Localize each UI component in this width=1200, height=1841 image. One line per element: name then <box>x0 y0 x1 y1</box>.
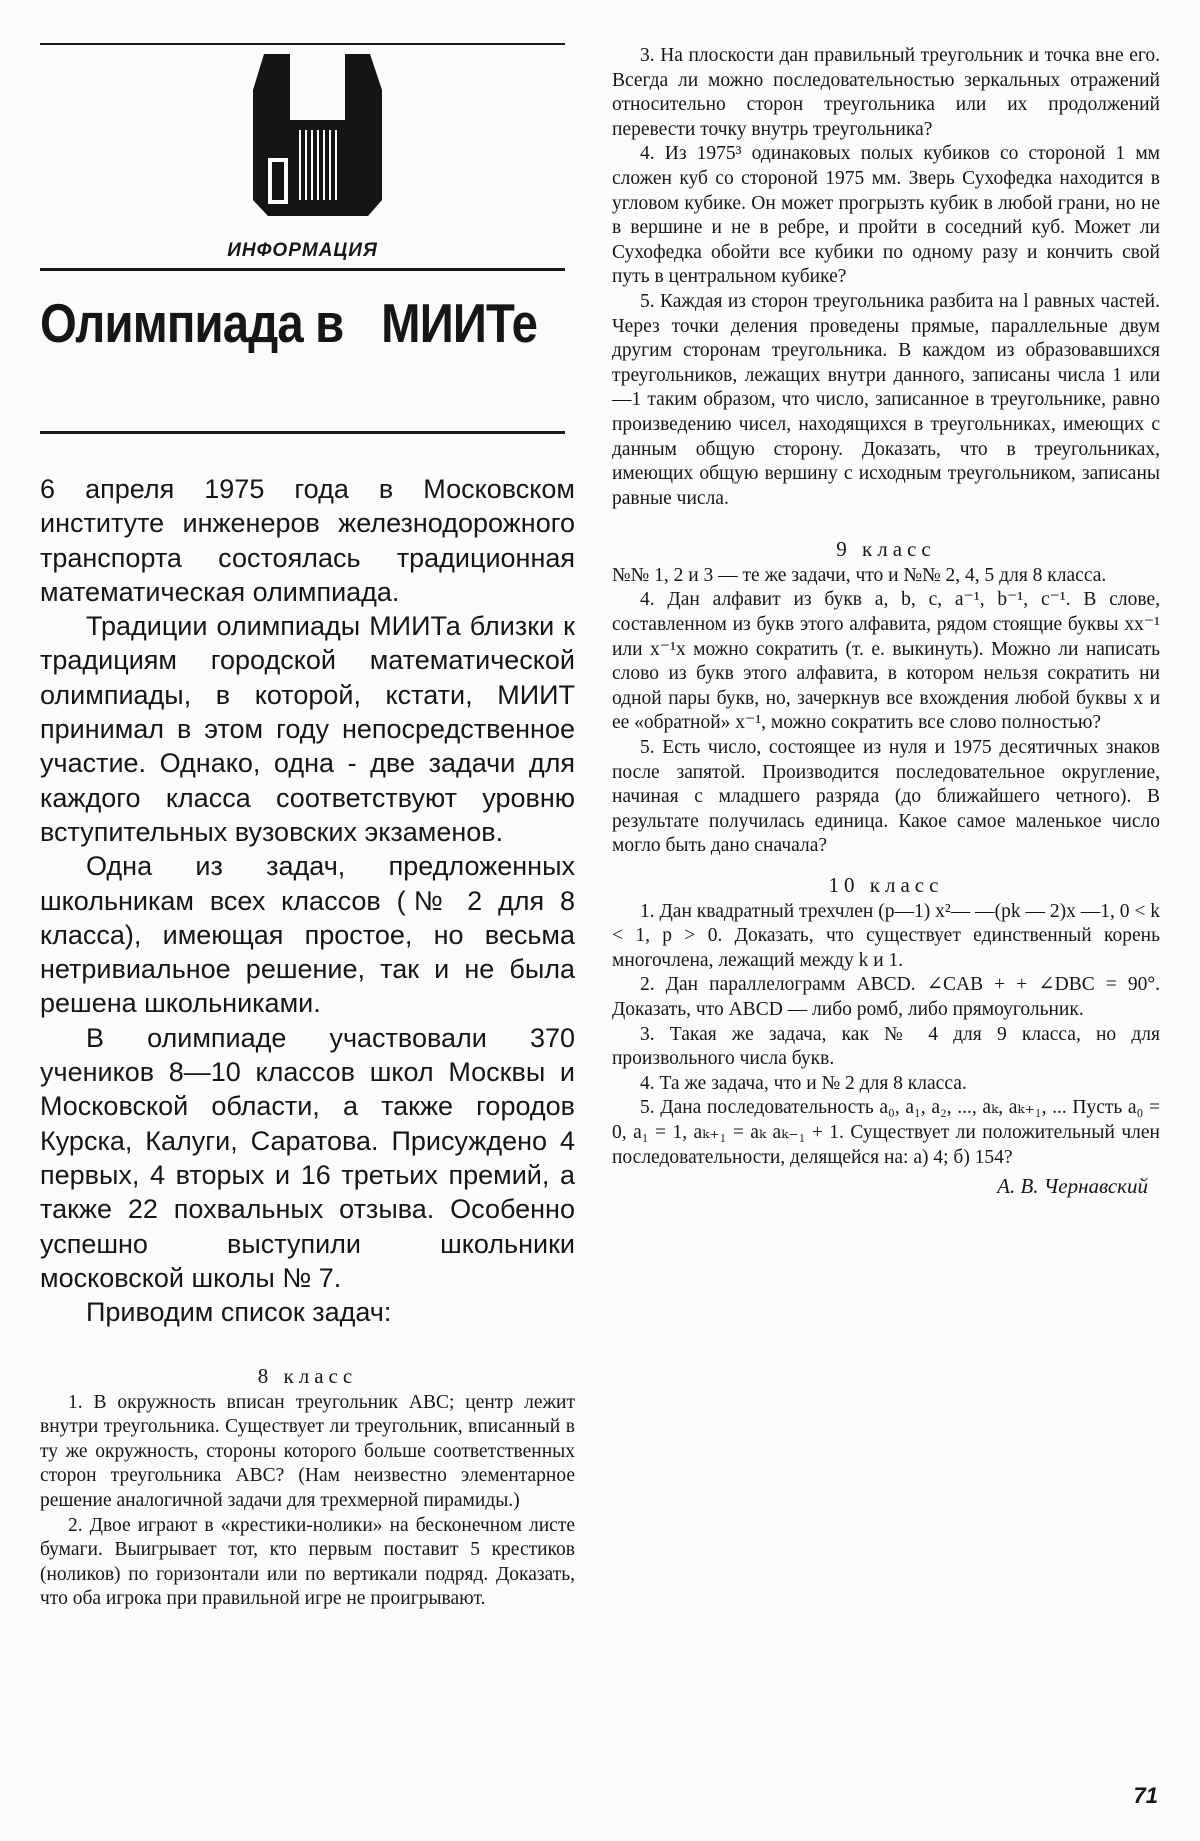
title-part1: Олимпиада в <box>40 292 344 354</box>
task-item: 5. Каждая из сторон треугольника разбита на l равных частей. Через точки деления проведены прямые, параллельные двум другим сторонам треугольника. В каждом из образовавшихся треугольников, лежащих внутри данного, записаны числа 1 или —1 таким образом, что число, записанное в треугольнике, равно произведению чисел, находящихся в треугольниках, имеющих с данным общую сторону. Доказать, что в треугольниках, имеющих общую вершину с исходным треугольником, записаны равные числа. <box>612 290 1160 509</box>
intro-paragraph: Одна из задач, предложенных школьникам всех классов (№ 2 для 8 класса), имеющая простое, но весьма нетривиальное решение, так и не была решена школьниками. <box>40 851 575 1019</box>
grade8-section <box>40 1358 575 1612</box>
task-item: 4. Та же задача, что и № 2 для 8 класса. <box>640 1072 967 1094</box>
task-item: 1. Дан квадратный трехчлен (p—1) x²— —(pk — 2)x —1, 0 < k < 1, p > 0. Доказать, что существует единственный корень многочлена, лежащий между k и 1. <box>612 900 1160 971</box>
section-label: ИНФОРМАЦИЯ <box>227 240 378 261</box>
task-item: 1. В окружность вписан треугольник ABC; центр лежит внутри треугольника. Существует ли треугольник, вписанный в ту же окружность, стороны которого больше соответственных сторон треугольника ABC? (Нам неизвестно элементарное решение аналогичной задачи для трехмерной пирамиды.) <box>40 1391 575 1511</box>
task-item: 2. Двое играют в «крестики-нолики» на бесконечном листе бумаги. Выигрывает тот, кто первым поставит 5 крестиков (ноликов) по горизонтали или по вертикали подряд. Доказать, что оба игрока при правильной игре не проигрывают. <box>40 1514 575 1610</box>
top-rule <box>40 43 565 45</box>
task-item: 3. На плоскости дан правильный треугольник и точка вне его. Всегда ли можно последовательностью зеркальных отражений относительно сторон треугольника или их продолжений перевести точку внутрь треугольника? <box>612 45 1160 140</box>
task-item: 2. Дан параллелограмм ABCD. ∠CAB + + ∠DBC = 90°. Доказать, что ABCD — либо ромб, либо прямоугольник. <box>612 974 1160 1020</box>
intro-text <box>40 472 575 1329</box>
task-item: 4. Дан алфавит из букв a, b, c, a⁻¹, b⁻¹, c⁻¹. В слове, составленном из букв этого алфавита, рядом стоящие буквы xx⁻¹ или x⁻¹x можно сократить (т. е. выкинуть). Можно ли написать слово из букв этого алфавита, в котором нельзя сократить ни одной пары букв, но, зачеркнув все вхождения любой буквы x и ее «обратной» x⁻¹, можно сократить все слово полностью? <box>612 589 1160 734</box>
stylized-letter-I-logo-icon <box>250 50 385 220</box>
right-column <box>612 44 1160 1199</box>
task-item: №№ 1, 2 и 3 — те же задачи, что и №№ 2, 4, 5 для 8 класса. <box>612 564 1107 586</box>
intro-paragraph: Приводим список задач: <box>86 1297 392 1328</box>
page-title <box>40 292 538 354</box>
task-item: 5. Есть число, состоящее из нуля и 1975 десятичных знаков после запятой. Производится последовательное округление, начиная с младшего разряда (до ближайшего четного). В результате получилась единица. Какое самое маленькое число могло быть дано сначала? <box>612 737 1160 857</box>
intro-paragraph: 6 апреля 1975 года в Московском институте инженеров железнодорожного транспорта состоялась традиционная математическая олимпиада. <box>40 474 575 607</box>
task-item: 5. Дана последовательность a₀, a₁, a₂, ..., aₖ, aₖ₊₁, ... Пусть a₀ = 0, a₁ = 1, aₖ₊₁ = aₖ aₖ₋₁ + 1. Существует ли положительный член последовательности, делящейся на: а) 4; б) 154? <box>612 1097 1160 1168</box>
task-item: 4. Из 1975³ одинаковых полых кубиков со стороной 1 мм сложен куб со стороной 1975 мм. Зверь Сухофедка находится в угловом кубике. Он может прогрызть кубик в любой грани, но не в вершине и не в ребре, и пройти в соседний куб. Может ли Сухофедка обойти все кубики по одному разу и кончить свой путь в центральном кубике? <box>612 143 1160 288</box>
title-rule <box>40 431 565 434</box>
intro-paragraph: Традиции олимпиады МИИТа близки к традициям городской математической олимпиады, в которой, кстати, МИИТ принимал в этом году непосредственное участие. Однако, одна - две задачи для каждого класса соответствуют уровню вступительных вузовских экзаменов. <box>40 611 575 847</box>
grade8-heading: 8 класс <box>257 1364 358 1388</box>
page-number: 71 <box>1133 1783 1158 1808</box>
intro-paragraph: В олимпиаде участвовали 370 учеников 8—10 классов школ Москвы и Московской области, а также городов Курска, Калуги, Саратова. Присуждено 4 первых, 4 вторых и 16 третьих премий, а также 22 похвальных отзыва. Особенно успешно выступили школьники московской школы № 7. <box>40 1022 575 1293</box>
grade9-heading: 9 класс <box>836 537 936 562</box>
section-rule <box>40 268 565 271</box>
author-signature: А. В. Чернавский <box>997 1174 1148 1199</box>
task-item: 3. Такая же задача, как № 4 для 9 класса, но для произвольного числа букв. <box>612 1023 1160 1070</box>
grade10-heading: 10 класс <box>828 873 944 897</box>
title-part2: МИИТе <box>381 292 538 354</box>
